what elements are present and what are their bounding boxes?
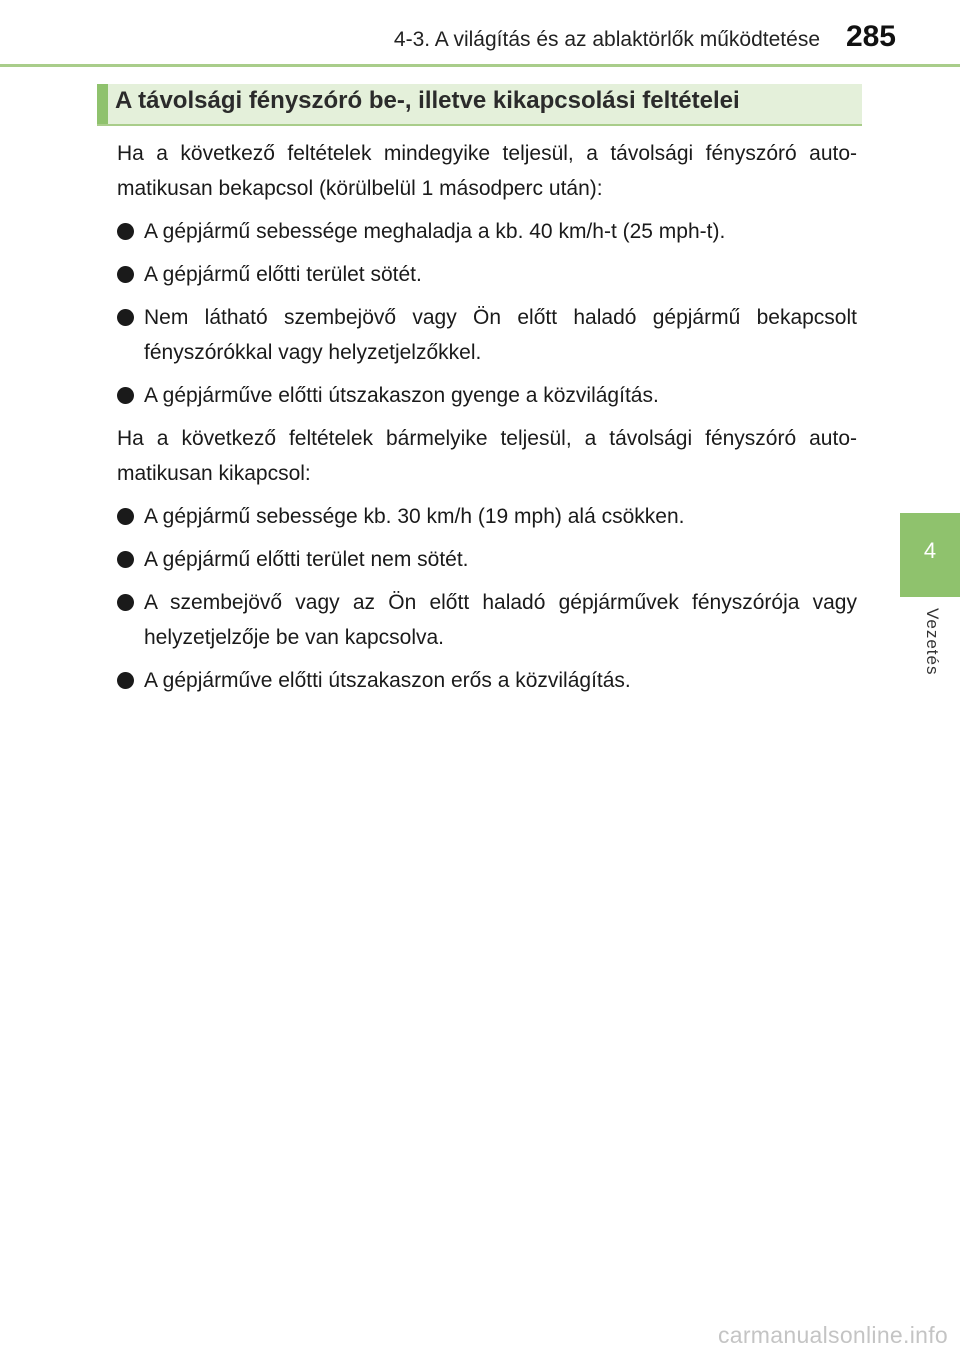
- bullet-icon: [117, 672, 134, 689]
- section-title: A távolsági fényszóró be-, illetve kikapcsolási feltételei: [115, 87, 740, 114]
- list-item: [117, 585, 857, 655]
- list-item: [117, 499, 857, 534]
- list-item-text: A gépjárműve előtti útszakaszon erős a közvilágítás.: [144, 669, 631, 692]
- list-item: [117, 214, 857, 249]
- bullet-icon: [117, 309, 134, 326]
- section-header: [97, 84, 862, 126]
- chapter-title: 4-3. A világítás és az ablaktörlők működtetése: [393, 28, 820, 51]
- list-item-text: A gépjármű előtti terület nem sötét.: [144, 548, 469, 571]
- bullet-icon: [117, 266, 134, 283]
- bullet-icon: [117, 387, 134, 404]
- bullet-icon: [117, 594, 134, 611]
- page-number: 285: [845, 20, 896, 53]
- chapter-tab-label: Vezetés: [923, 608, 942, 676]
- section-body: [117, 136, 857, 706]
- section-accent-bar: [97, 84, 108, 124]
- list-item-text: A gépjármű sebessége meghaladja a kb. 40 km/h-t (25 mph-t).: [144, 220, 726, 243]
- bullet-icon: [117, 508, 134, 525]
- list-item: [117, 378, 857, 413]
- list-item-text: A szembejövő vagy az Ön előtt haladó gépjárművek fényszórója vagy helyzetjelzője be van kapcsolva.: [144, 591, 857, 649]
- bullet-icon: [117, 223, 134, 240]
- bullet-icon: [117, 551, 134, 568]
- list-item-text: A gépjárműve előtti útszakaszon gyenge a közvilágítás.: [144, 384, 659, 407]
- off-conditions-list: [117, 499, 857, 698]
- watermark: carmanualsonline.info: [717, 1322, 948, 1348]
- list-item: [117, 300, 857, 370]
- chapter-tab-number: 4: [923, 538, 937, 563]
- list-item-text: A gépjármű sebessége kb. 30 km/h (19 mph) alá csökken.: [144, 505, 685, 528]
- header-divider: [0, 64, 960, 67]
- list-item: [117, 257, 857, 292]
- on-conditions-list: [117, 214, 857, 413]
- list-item: [117, 542, 857, 577]
- off-conditions-intro: Ha a következő feltételek bármelyike teljesül, a távolsági fényszóró auto-matikusan kikapcsol:: [117, 427, 857, 485]
- list-item-text: A gépjármű előtti terület sötét.: [144, 263, 422, 286]
- list-item: [117, 663, 857, 698]
- list-item-text: Nem látható szembejövő vagy Ön előtt haladó gépjármű bekapcsolt fényszórókkal vagy helyzetjelzőkkel.: [144, 306, 857, 364]
- on-conditions-intro: Ha a következő feltételek mindegyike teljesül, a távolsági fényszóró auto-matikusan bekapcsol (körülbelül 1 másodperc után):: [117, 142, 857, 200]
